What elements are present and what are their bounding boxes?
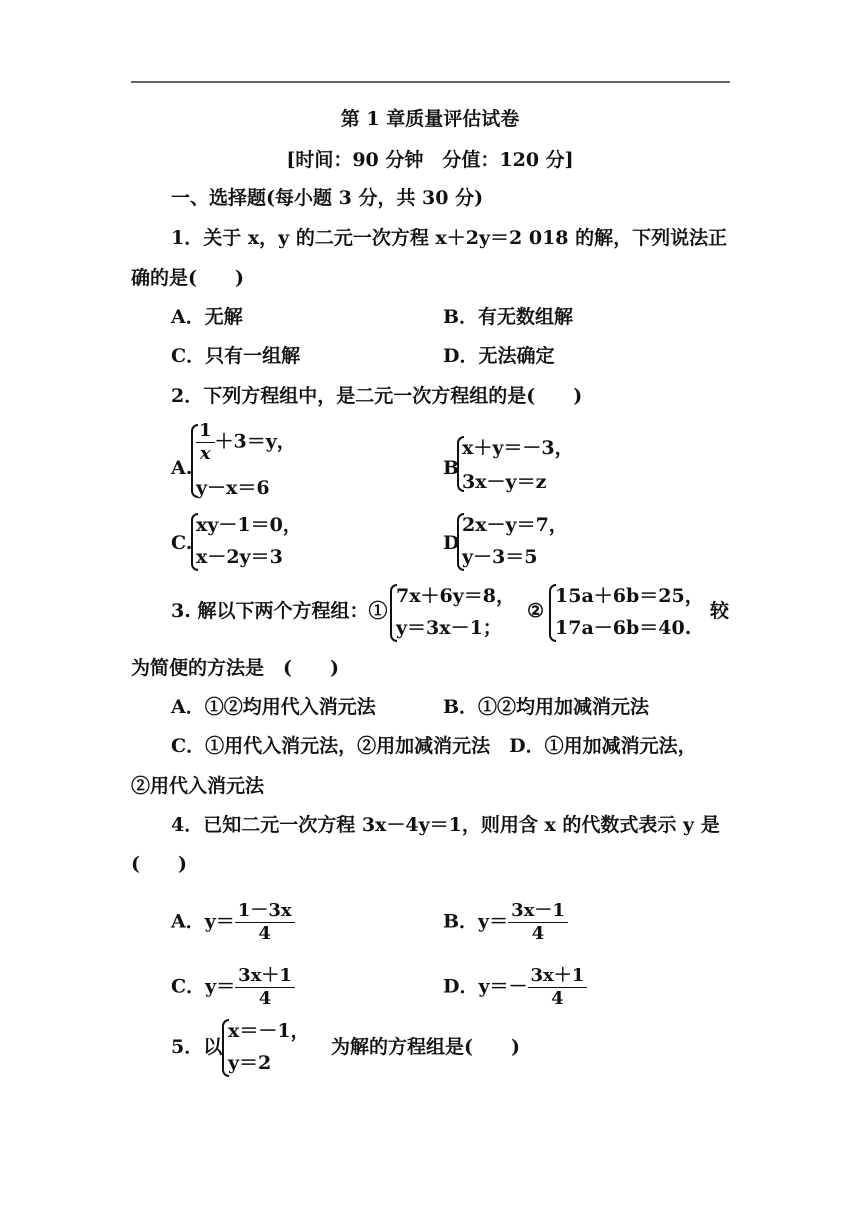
q3-option-b: B．①②均用加减消元法 — [443, 696, 650, 718]
option-prefix: A．y＝ — [171, 910, 235, 933]
q3-sys2-row1: 15a＋6b＝25， — [555, 585, 704, 607]
fraction — [235, 965, 295, 1010]
q3-stem-prefix: 3. 解以下两个方程组：① — [171, 600, 388, 622]
q2-option-c-label: C. — [171, 532, 193, 554]
q4-option-d — [443, 965, 587, 1010]
fraction-numerator: 3x＋1 — [528, 965, 588, 988]
q3-option-d-cont: ②用代入消元法 — [131, 775, 265, 797]
q1-option-c: C．只有一组解 — [171, 345, 301, 367]
equation-text: ＋3＝y， — [214, 430, 296, 453]
option-prefix: B．y＝ — [443, 910, 509, 933]
q3-mark-2: ② — [527, 600, 545, 622]
q2-a-row2: y－x＝6 — [196, 477, 270, 499]
q1-option-b: B．有无数组解 — [443, 306, 574, 328]
fraction-numerator: 1 — [196, 420, 215, 443]
page-subtitle: [时间：90 分钟 分值：120 分] — [286, 149, 574, 171]
q3-stem-line2: 为简便的方法是 ( ) — [131, 657, 339, 679]
q3-sys1-row1: 7x＋6y＝8， — [396, 585, 516, 607]
fraction — [235, 900, 295, 945]
option-prefix: D．y＝－ — [443, 975, 528, 998]
option-prefix: C．y＝ — [171, 975, 236, 998]
q3-stem-tail: 较 — [710, 600, 730, 622]
q2-b-row1: x＋y＝－3， — [462, 437, 574, 459]
section-heading: 一、选择题(每小题 3 分，共 30 分) — [171, 187, 484, 209]
q2-c-row2: x－2y＝3 — [196, 546, 283, 568]
q2-b-row2: 3x－y＝z — [462, 471, 547, 493]
q5-row2: y＝2 — [228, 1052, 272, 1074]
q4-stem-line1: 4．已知二元一次方程 3x－4y＝1，则用含 x 的代数式表示 y 是 — [171, 814, 720, 836]
fraction-numerator: 3x－1 — [508, 900, 568, 923]
top-rule — [131, 81, 730, 83]
q4-stem-line2: ( ) — [131, 853, 187, 875]
q2-d-row2: y－3＝5 — [462, 546, 538, 568]
q1-stem-line2: 确的是( ) — [131, 267, 244, 289]
fraction — [196, 420, 215, 465]
q2-d-row1: 2x－y＝7， — [462, 514, 568, 536]
q1-option-a: A．无解 — [171, 306, 243, 328]
fraction-denominator: 4 — [551, 988, 564, 1009]
q2-option-a-label: A. — [171, 457, 193, 479]
q1-option-d: D．无法确定 — [443, 345, 555, 367]
q3-option-cd: C．①用代入消元法，②用加减消元法 D．①用加减消元法， — [171, 735, 697, 757]
q5-suffix: 为解的方程组是( ) — [331, 1036, 520, 1058]
fraction-denominator: 4 — [258, 988, 272, 1009]
q2-a-row1 — [196, 420, 296, 465]
q2-option-b-label: B — [443, 457, 460, 479]
q4-option-c — [171, 965, 295, 1010]
q3-sys2-row2: 17a－6b＝40. — [555, 617, 692, 639]
q5-prefix: 5．以 — [171, 1036, 223, 1058]
fraction-denominator: 4 — [258, 923, 271, 944]
page-title: 第 1 章质量评估试卷 — [340, 108, 520, 130]
q5-row1: x＝－1， — [228, 1020, 310, 1042]
q2-c-row1: xy－1＝0， — [196, 514, 302, 536]
fraction-denominator: x — [199, 443, 211, 464]
fraction — [528, 965, 588, 1010]
q2-stem: 2．下列方程组中，是二元一次方程组的是( ) — [171, 385, 583, 407]
q4-option-a — [171, 900, 295, 945]
q1-stem-line1: 1．关于 x，y 的二元一次方程 x＋2y＝2 018 的解，下列说法正 — [171, 227, 728, 249]
q3-sys1-row2: y＝3x－1； — [396, 617, 502, 639]
q3-option-a: A．①②均用代入消元法 — [171, 696, 376, 718]
fraction-denominator: 4 — [531, 923, 545, 944]
fraction-numerator: 1－3x — [235, 900, 295, 923]
fraction-numerator: 3x＋1 — [235, 965, 295, 988]
q4-option-b — [443, 900, 568, 945]
q2-option-d-label: D — [443, 532, 460, 554]
fraction — [508, 900, 568, 945]
